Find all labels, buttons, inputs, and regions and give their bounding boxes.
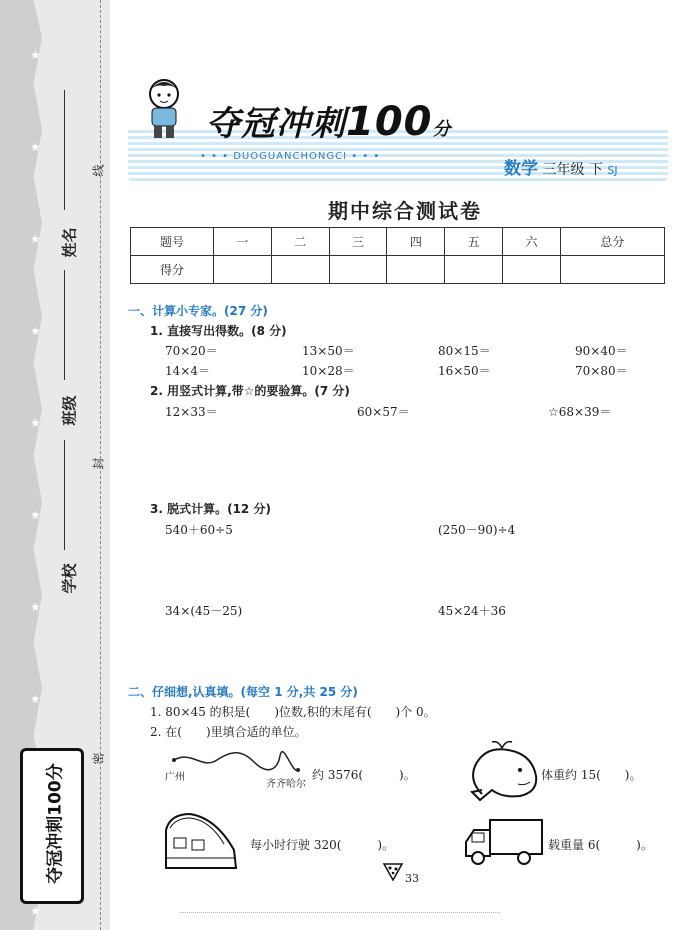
- table-cell: 五: [445, 228, 503, 256]
- route-blank: 约 3576( )。: [312, 768, 416, 782]
- exam-title: 期中综合测试卷: [328, 199, 482, 223]
- brand-logo: 夺冠冲刺100分: [206, 99, 452, 145]
- route-start-label: 广州: [165, 772, 185, 783]
- star-icon: ★: [30, 324, 41, 338]
- school-label: 学校: [60, 563, 79, 594]
- binding-margin: [0, 0, 110, 930]
- train-icon: [160, 810, 242, 874]
- calc-item: 90×40＝: [575, 344, 628, 358]
- name-write-line: [64, 90, 65, 210]
- star-icon: ★: [30, 140, 41, 154]
- whale-icon: [462, 740, 542, 806]
- score-input-cell[interactable]: [560, 256, 664, 284]
- score-input-cell[interactable]: [387, 256, 445, 284]
- score-table: [130, 227, 665, 284]
- truck-icon: [462, 816, 546, 868]
- calc-item: 70×20＝: [165, 344, 218, 358]
- table-cell: 一: [214, 228, 272, 256]
- stepwise-item: (250－90)÷4: [438, 523, 516, 537]
- footer-rule: [180, 912, 500, 913]
- kid-mascot-icon: [142, 76, 186, 142]
- stepwise-item: 34×(45－25): [165, 604, 243, 618]
- score-input-cell[interactable]: [329, 256, 387, 284]
- term: 下: [588, 162, 603, 178]
- calc-item: 70×80＝: [575, 364, 628, 378]
- vertical-calc-item: 60×57＝: [357, 405, 410, 419]
- section2-title: 二、仔细想,认真填。(每空 1 分,共 25 分): [128, 685, 358, 699]
- calc-item: 14×4＝: [165, 364, 210, 378]
- q1-title: 1. 直接写出得数。(8 分): [150, 324, 287, 338]
- calc-item: 13×50＝: [302, 344, 355, 358]
- name-label: 姓名: [60, 227, 79, 258]
- subject-info: [504, 154, 618, 179]
- pizza-icon: [382, 860, 404, 882]
- star-icon: ★: [30, 48, 41, 62]
- class-write-line: [64, 270, 65, 380]
- q2-title: 2. 用竖式计算,带☆的要验算。(7 分): [150, 384, 350, 398]
- calc-item: 80×15＝: [438, 344, 491, 358]
- score-input-cell[interactable]: [214, 256, 272, 284]
- section1-title: 一、计算小专家。(27 分): [128, 304, 268, 318]
- sidebar-logo: 夺冠冲刺100分: [20, 748, 84, 904]
- star-icon: ★: [30, 232, 41, 246]
- school-write-line: [64, 440, 65, 550]
- train-blank: 每小时行驶 320( )。: [250, 838, 395, 852]
- table-cell: 二: [271, 228, 329, 256]
- subject-name: 数学: [504, 159, 538, 179]
- star-icon: ★: [30, 600, 41, 614]
- table-cell: 得分: [131, 256, 214, 284]
- score-input-cell[interactable]: [271, 256, 329, 284]
- score-value-row: [131, 256, 665, 284]
- star-icon: ★: [30, 416, 41, 430]
- score-input-cell[interactable]: [445, 256, 503, 284]
- class-label: 班级: [60, 395, 79, 426]
- bind-char-seal: 封: [91, 457, 106, 470]
- fill-q1: 1. 80×45 的积是( )位数,积的末尾有( )个 0。: [150, 705, 436, 719]
- star-icon: ★: [30, 508, 41, 522]
- score-header-row: [131, 228, 665, 256]
- grade: 三年级: [542, 162, 585, 178]
- vertical-calc-item: 12×33＝: [165, 405, 218, 419]
- score-input-cell[interactable]: [503, 256, 561, 284]
- fill-q2: 2. 在( )里填合适的单位。: [150, 725, 307, 739]
- table-cell: 六: [503, 228, 561, 256]
- vertical-calc-item: ☆68×39＝: [548, 405, 612, 419]
- whale-blank: 体重约 15( )。: [541, 768, 642, 782]
- q3-title: 3. 脱式计算。(12 分): [150, 502, 271, 516]
- calc-item: 16×50＝: [438, 364, 491, 378]
- table-cell: 题号: [131, 228, 214, 256]
- star-icon: ★: [30, 692, 41, 706]
- calc-item: 10×28＝: [302, 364, 355, 378]
- brand-pinyin: • • • DUOGUANCHONGCI • • •: [200, 151, 381, 162]
- truck-blank: 载重量 6( )。: [548, 838, 653, 852]
- star-icon: ★: [30, 904, 41, 918]
- page-number: 33: [405, 872, 419, 885]
- stepwise-item: 540＋60÷5: [165, 523, 233, 537]
- stepwise-item: 45×24＋36: [438, 604, 506, 618]
- route-end-label: 齐齐哈尔: [266, 779, 306, 790]
- table-cell: 三: [329, 228, 387, 256]
- edition-code: SJ: [607, 164, 618, 177]
- table-cell: 总分: [560, 228, 664, 256]
- bind-char-secret: 密: [91, 752, 106, 765]
- bind-char-line: 线: [91, 164, 106, 177]
- table-cell: 四: [387, 228, 445, 256]
